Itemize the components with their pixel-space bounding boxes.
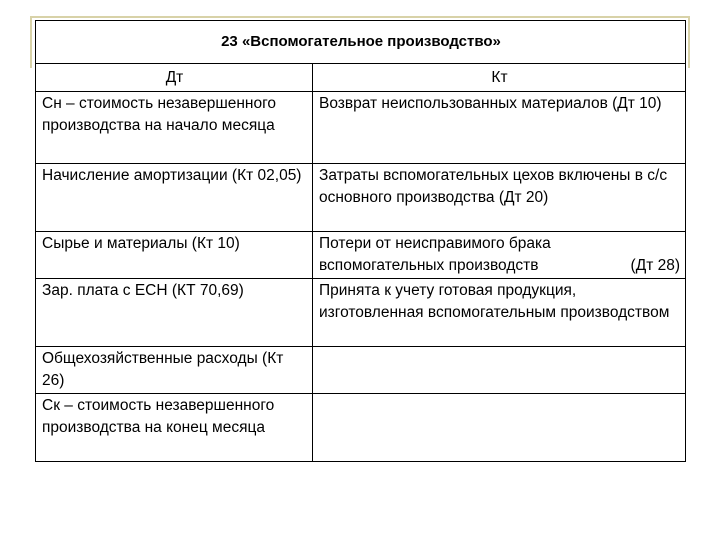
table-row: [36, 92, 686, 164]
debit-cell: Начисление амортизации (Кт 02,05): [36, 164, 313, 232]
debit-header: Дт: [36, 64, 313, 92]
debit-cell: Сн – стоимость незавершенного производства на начало месяца: [36, 92, 313, 164]
table-row: [36, 232, 686, 279]
table-row: [36, 164, 686, 232]
frame-line-left: [30, 16, 32, 68]
credit-cell: [313, 347, 686, 394]
credit-cell: Затраты вспомогательных цехов включены в с/с основного производства (Дт 20): [313, 164, 686, 232]
credit-account-ref: (Дт 28): [630, 257, 680, 274]
credit-cell: Возврат неиспользованных материалов (Дт 10): [313, 92, 686, 164]
credit-line-2-text: вспомогательных производств: [319, 257, 539, 274]
credit-cell: Принята к учету готовая продукция, изготовленная вспомогательным производством: [313, 279, 686, 347]
credit-line-2: [319, 255, 680, 277]
credit-header: Кт: [313, 64, 686, 92]
frame-line-top: [30, 16, 690, 18]
debit-cell: Общехозяйственные расходы (Кт 26): [36, 347, 313, 394]
frame-line-right: [688, 16, 690, 68]
title-row: [36, 21, 686, 64]
credit-cell: [313, 232, 686, 279]
debit-cell: Сырье и материалы (Кт 10): [36, 232, 313, 279]
credit-cell: [313, 394, 686, 462]
debit-cell: Ск – стоимость незавершенного производства на конец месяца: [36, 394, 313, 462]
header-row: [36, 64, 686, 92]
table-row: [36, 279, 686, 347]
credit-line-1: Потери от неисправимого брака: [319, 235, 551, 252]
table-row: [36, 394, 686, 462]
table-title: 23 «Вспомогательное производство»: [36, 21, 686, 64]
table-row: [36, 347, 686, 394]
account-table: [35, 20, 686, 462]
debit-cell: Зар. плата с ЕСН (КТ 70,69): [36, 279, 313, 347]
